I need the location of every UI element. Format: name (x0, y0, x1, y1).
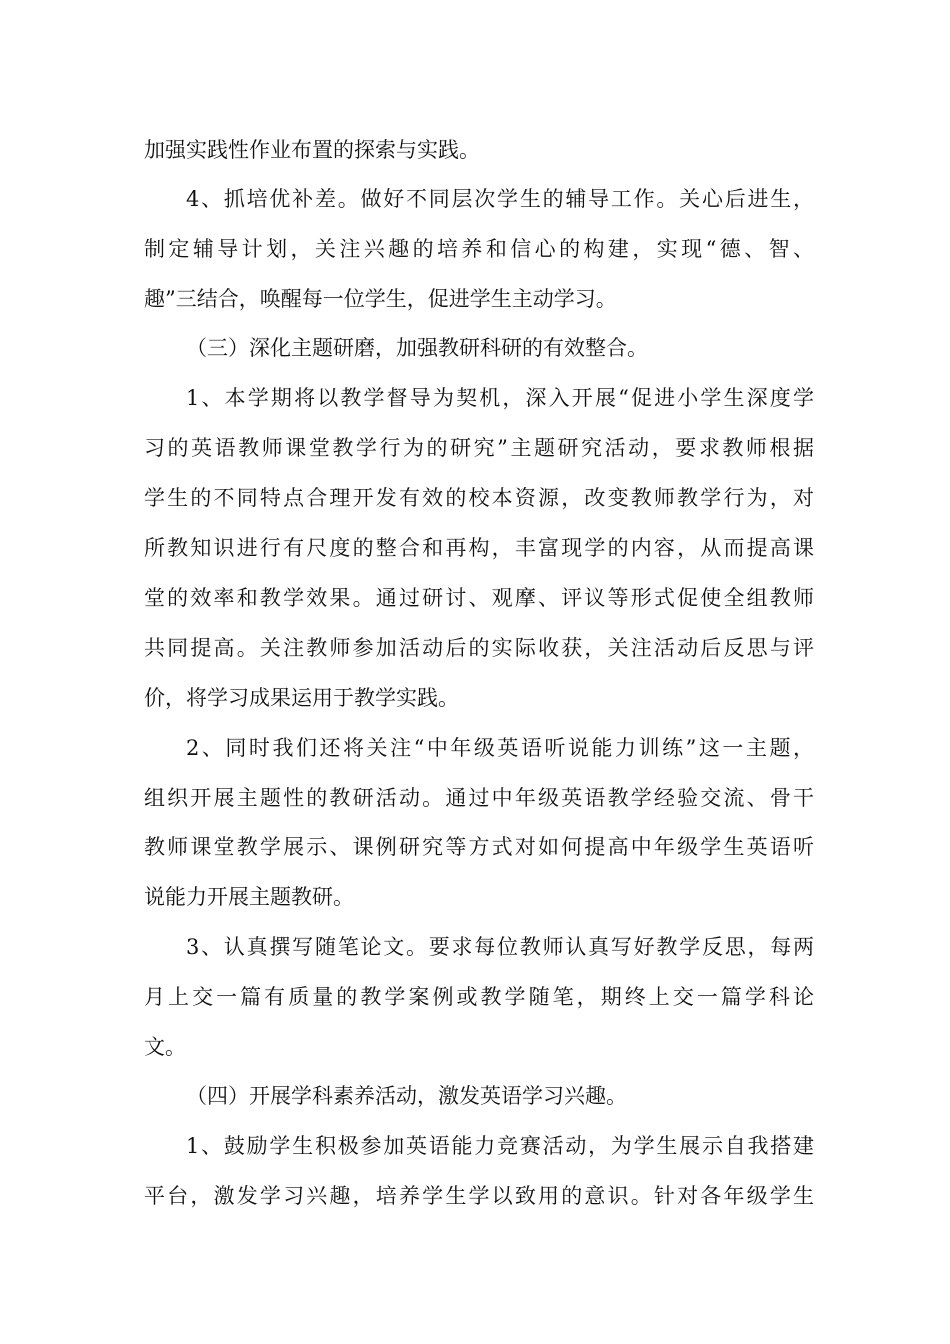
paragraph-first-line: 3、认真撰写随笔论文。要求每位教师认真写好教学反思，每两 (186, 935, 814, 959)
paragraph-first-line: 1、鼓励学生积极参加英语能力竞赛活动，为学生展示自我搭建 (186, 1134, 814, 1158)
text-line: 教师课堂教学展示、课例研究等方式对如何提高中年级学生英语听 (144, 835, 814, 859)
text-line: 平台，激发学习兴趣，培养学生学以致用的意识。针对各年级学生 (144, 1184, 814, 1208)
text-line: 堂的效率和教学效果。通过研讨、观摩、评议等形式促使全组教师 (144, 586, 814, 610)
section-heading: （三）深化主题研磨，加强教研科研的有效整合。 (186, 336, 648, 360)
text-line: 共同提高。关注教师参加活动后的实际收获，关注活动后反思与评 (144, 636, 814, 660)
section-heading: （四）开展学科素养活动，激发英语学习兴趣。 (186, 1084, 627, 1108)
text-line: 价，将学习成果运用于教学实践。 (144, 686, 459, 710)
text-line: 文。 (144, 1035, 186, 1059)
paragraph-first-line: 4、抓培优补差。做好不同层次学生的辅导工作。关心后进生， (186, 187, 814, 211)
text-line: 月上交一篇有质量的教学案例或教学随笔，期终上交一篇学科论 (144, 985, 814, 1009)
paragraph-first-line: 1、本学期将以教学督导为契机，深入开展“促进小学生深度学 (186, 386, 814, 410)
text-line: 组织开展主题性的教研活动。通过中年级英语教学经验交流、骨干 (144, 786, 814, 810)
text-line: 趣”三结合，唤醒每一位学生，促进学生主动学习。 (144, 287, 617, 311)
text-line: 所教知识进行有尺度的整合和再构，丰富现学的内容，从而提高课 (144, 536, 814, 560)
text-line: 加强实践性作业布置的探索与实践。 (144, 138, 480, 162)
paragraph-first-line: 2、同时我们还将关注“中年级英语听说能力训练”这一主题， (186, 736, 814, 760)
text-line: 学生的不同特点合理开发有效的校本资源，改变教师教学行为，对 (144, 486, 814, 510)
text-line: 说能力开展主题教研。 (144, 885, 354, 909)
text-line: 制定辅导计划，关注兴趣的培养和信心的构建，实现“德、智、 (144, 237, 814, 261)
text-line: 习的英语教师课堂教学行为的研究”主题研究活动，要求教师根据 (144, 436, 814, 460)
